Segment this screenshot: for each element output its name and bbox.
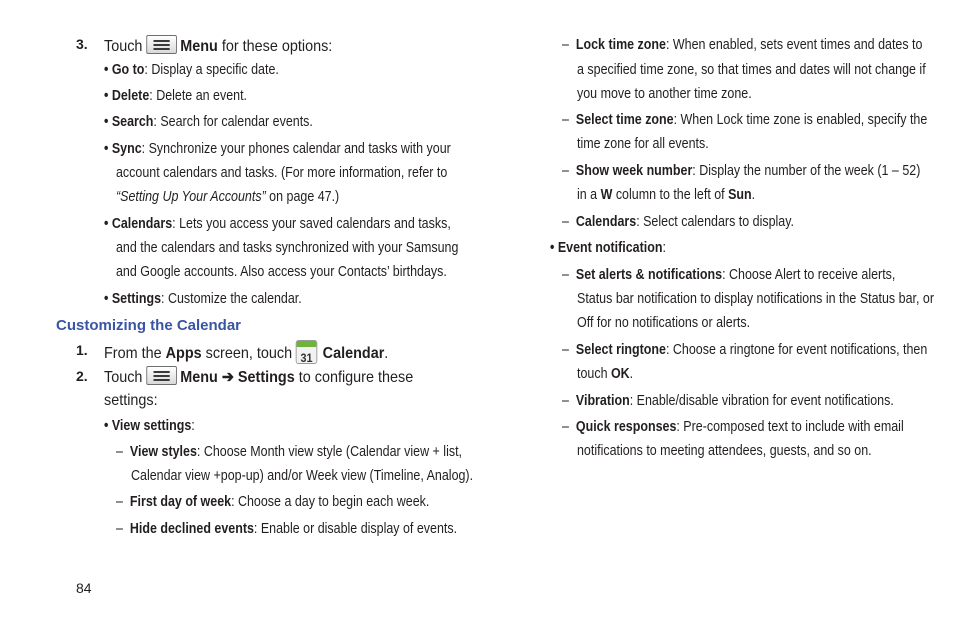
lock-tz-line3: you move to another time zone. <box>577 86 752 102</box>
step2-line2: settings: <box>104 392 158 409</box>
menu-icon <box>146 366 177 385</box>
page-number: 84 <box>76 580 92 596</box>
list-item-settings: • Settings: Customize the calendar. <box>104 291 302 307</box>
select-tz-line2: time zone for all events. <box>577 136 709 152</box>
list-item-search: • Search: Search for calendar events. <box>104 114 313 130</box>
quick-line2: notifications to meeting attendees, guests, and so on. <box>577 443 872 459</box>
calendars-line3: and Google accounts. Also access your Contacts’ birthdays. <box>116 264 447 280</box>
step3-text: Touch Menu for these options: <box>104 35 332 57</box>
sub-item-calendars: – Calendars: Select calendars to display. <box>562 214 794 230</box>
sync-line2: account calendars and tasks. (For more information, refer to <box>116 165 448 181</box>
list-item-delete: • Delete: Delete an event. <box>104 88 248 104</box>
sub-item-view-styles: – View styles: Choose Month view style (Calendar view + list, <box>116 444 463 460</box>
step2-text: Touch Menu ➔ Settings to configure these <box>104 366 413 388</box>
sub-item-hide-declined: – Hide declined events: Enable or disable display of events. <box>116 521 458 537</box>
list-item-view-settings: • View settings: <box>104 418 195 434</box>
calendar-icon: 31 <box>296 340 318 364</box>
view-styles-line2: Calendar view +pop-up) and/or Week view (Timeline, Analog). <box>131 468 474 484</box>
list-item-event-notification: • Event notification: <box>550 240 666 256</box>
step-number: 1. <box>76 342 88 358</box>
list-item-goto: • Go to: Display a specific date. <box>104 62 279 78</box>
list-item-calendars: • Calendars: Lets you access your saved calendars and tasks, <box>104 216 451 232</box>
section-heading: Customizing the Calendar <box>56 317 242 334</box>
ringtone-line2: touch OK. <box>577 366 634 382</box>
week-num-line2: in a W column to the left of Sun. <box>577 187 756 203</box>
cross-reference-link[interactable]: “Setting Up Your Accounts” <box>116 189 266 205</box>
sub-item-select-ringtone: – Select ringtone: Choose a ringtone for event notifications, then <box>562 342 928 358</box>
alerts-line3: Off for no notifications or alerts. <box>577 315 751 331</box>
step-number: 3. <box>76 36 88 52</box>
sub-item-vibration: – Vibration: Enable/disable vibration for event notifications. <box>562 393 894 409</box>
calendars-line2: and the calendars and tasks synchronized with your Samsung <box>116 240 459 256</box>
menu-icon <box>146 35 177 54</box>
step-number: 2. <box>76 368 88 384</box>
sub-item-show-week-number: – Show week number: Display the number of the week (1 – 52) <box>562 163 921 179</box>
sync-line3: “Setting Up Your Accounts” on page 47.) <box>116 189 340 205</box>
sub-item-lock-time-zone: – Lock time zone: When enabled, sets event times and dates to <box>562 37 923 53</box>
list-item-sync: • Sync: Synchronize your phones calendar and tasks with your <box>104 141 451 157</box>
sub-item-first-day: – First day of week: Choose a day to begin each week. <box>116 494 430 510</box>
sub-item-quick-responses: – Quick responses: Pre-composed text to include with email <box>562 419 904 435</box>
sub-item-set-alerts: – Set alerts & notifications: Choose Alert to receive alerts, <box>562 267 896 283</box>
sub-item-select-time-zone: – Select time zone: When Lock time zone is enabled, specify the <box>562 112 928 128</box>
alerts-line2: Status bar notification to display notifications in the Status bar, or <box>577 291 934 307</box>
step1-text: From the Apps screen, touch 31 Calendar. <box>104 340 388 364</box>
lock-tz-line2: a specified time zone, so that times and dates will not change if <box>577 62 926 78</box>
